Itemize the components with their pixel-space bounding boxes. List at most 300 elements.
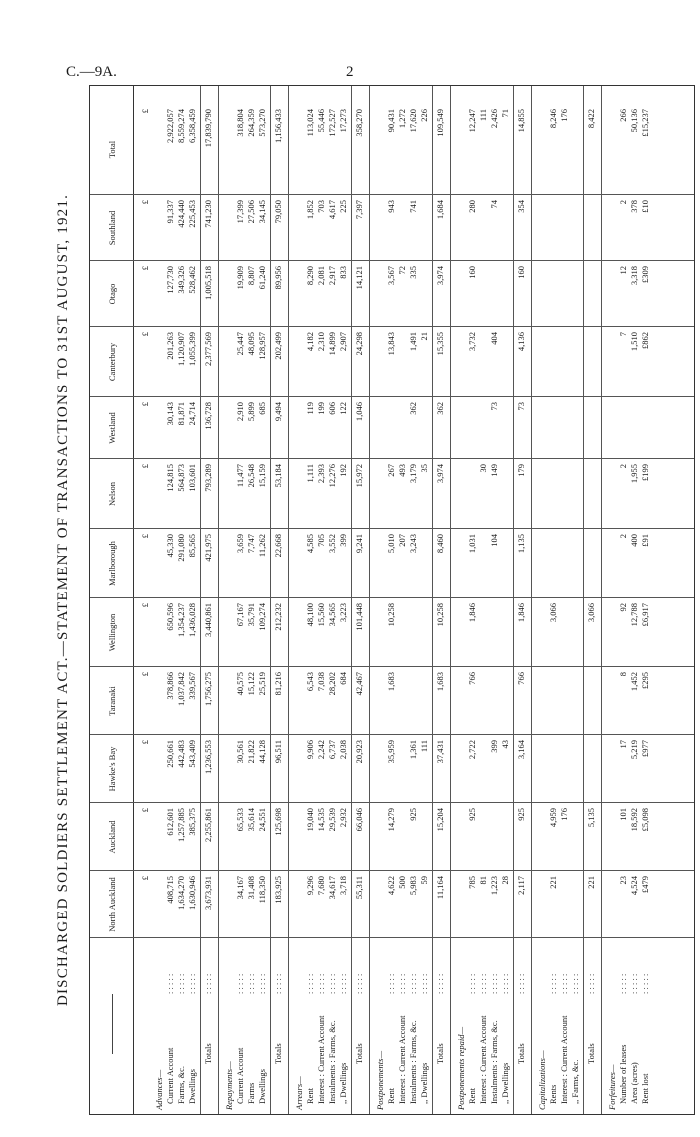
table-row: [305, 86, 316, 1114]
row-label: Capitalizations—: [537, 1050, 547, 1110]
section-rule: [369, 86, 370, 1114]
row-label: Arrears—: [294, 1076, 304, 1110]
table-row: [316, 86, 327, 1114]
table-cell: £91: [640, 534, 650, 547]
row-label: Farms, &c.: [176, 1065, 186, 1104]
table-cell: 1,846: [516, 603, 526, 623]
table-cell: 3,718: [338, 876, 348, 896]
table-cell: 136,728: [203, 402, 213, 430]
table-cell: 7: [618, 332, 628, 337]
table-cell: 45,330: [165, 534, 175, 558]
table-cell: 160: [467, 266, 477, 279]
table-cell: 225,453: [187, 200, 197, 228]
table-cell: 48,100: [305, 603, 315, 627]
table-cell: 55,446: [316, 109, 326, 133]
row-label: Dwellings: [257, 1069, 267, 1104]
table-cell: £479: [640, 876, 650, 893]
table-row: [397, 86, 408, 1114]
table-cell: 65,533: [235, 808, 245, 832]
table-cell: 378: [629, 200, 639, 213]
table-cell: 15,159: [257, 464, 267, 488]
table-cell: 4,585: [305, 534, 315, 554]
table-cell: 3,066: [586, 603, 596, 623]
row-label: Advances—: [154, 1069, 164, 1110]
table-cell: 17,620: [408, 109, 418, 133]
table-row: [548, 86, 559, 1114]
column-header: Canterbury: [106, 342, 117, 382]
table-cell: 354: [516, 200, 526, 213]
table-cell: 40,575: [235, 672, 245, 696]
table-cell: £: [140, 464, 150, 469]
table-cell: 37,431: [435, 740, 445, 764]
table-cell: 22,668: [273, 534, 283, 558]
table-cell: 1,955: [629, 464, 639, 484]
section-heading-row: [154, 86, 165, 1114]
table-cell: £295: [640, 672, 650, 689]
table-cell: 385,375: [187, 808, 197, 836]
table-cell: 2,722: [467, 740, 477, 760]
table-cell: 684: [338, 672, 348, 685]
row-label: Rent: [467, 1087, 477, 1104]
table-cell: £5,098: [640, 808, 650, 832]
row-label: Instalments : Farms, &c.: [327, 1020, 337, 1104]
table-cell: 6,358,459: [187, 109, 197, 143]
table-cell: 34,145: [257, 200, 267, 224]
leader-dots: : : : : :: [500, 973, 510, 994]
table-cell: 6,737: [327, 740, 337, 760]
table-cell: 19,909: [235, 266, 245, 290]
table-cell: 12,788: [629, 603, 639, 627]
table-cell: 35,791: [246, 603, 256, 627]
table-cell: 3,066: [548, 603, 558, 623]
table-row: [419, 86, 430, 1114]
table-cell: 2,117: [516, 876, 526, 895]
section-rule: [351, 86, 352, 1114]
table-cell: £862: [640, 332, 650, 349]
table-cell: 399: [338, 534, 348, 547]
table-cell: 4,182: [305, 332, 315, 352]
table-cell: 5,219: [629, 740, 639, 760]
column-header: Marlborough: [106, 541, 117, 586]
table-cell: 12,276: [327, 464, 337, 488]
table-cell: 90,431: [386, 109, 396, 133]
table-cell: £: [140, 332, 150, 337]
table-row: [338, 86, 349, 1114]
leader-dots: : : : : :: [305, 973, 315, 994]
table-cell: 20,923: [354, 740, 364, 764]
table-cell: 1,156,433: [273, 109, 283, 143]
row-label: Current Account: [165, 1047, 175, 1104]
table-cell: 573,270: [257, 109, 267, 137]
table-row: [176, 86, 187, 1114]
leader-dots: : : : : :: [408, 973, 418, 994]
leader-dots: : : : : :: [187, 973, 197, 994]
table-cell: 8,559,274: [176, 109, 186, 143]
table-row: [629, 86, 640, 1114]
page-number: 2: [346, 64, 354, 80]
table-cell: 1,361: [408, 740, 418, 760]
table-cell: 50,136: [629, 109, 639, 133]
table-cell: 91,337: [165, 200, 175, 224]
table-cell: 67,167: [235, 603, 245, 627]
section-rule: [218, 86, 219, 1114]
table-cell: 2,038: [338, 740, 348, 760]
row-label: Totals: [586, 1043, 596, 1064]
column-header: Otago: [106, 283, 117, 305]
table-cell: 2,907: [338, 332, 348, 352]
table-cell: 34,167: [235, 876, 245, 900]
row-label: Totals: [354, 1043, 364, 1064]
table-cell: £: [140, 672, 150, 677]
column-header: Westland: [106, 412, 117, 444]
table-cell: 31,408: [246, 876, 256, 900]
table-cell: £: [140, 266, 150, 271]
section-heading-row: [224, 86, 235, 1114]
table-cell: 1,111: [305, 464, 315, 483]
table-cell: 111: [419, 740, 429, 753]
row-label: Dwellings: [187, 1069, 197, 1104]
table-cell: 73: [489, 402, 499, 411]
table-cell: 8,422: [586, 109, 596, 129]
leader-dots: : : : : :: [316, 973, 326, 994]
table-cell: 2,932: [338, 808, 348, 828]
table-cell: 408,715: [165, 876, 175, 904]
table-cell: 650,596: [165, 603, 175, 631]
table-cell: 612,601: [165, 808, 175, 836]
table-cell: 8,290: [305, 266, 315, 286]
table-row: [408, 86, 419, 1114]
table-cell: 1,436,028: [187, 603, 197, 637]
table-cell: 11,477: [235, 464, 245, 488]
table-cell: 226: [419, 109, 429, 122]
table-cell: 71: [500, 109, 510, 118]
table-cell: 8,807: [246, 266, 256, 286]
leader-dots: : : : : :: [586, 973, 596, 994]
table-cell: 362: [408, 402, 418, 415]
leader-dots: : : : : :: [419, 973, 429, 994]
table-cell: 179: [516, 464, 526, 477]
table-cell: 34,565: [327, 603, 337, 627]
leader-dots: : : : : :: [176, 973, 186, 994]
table-row: [640, 86, 651, 1114]
table-cell: 122: [338, 402, 348, 415]
table-cell: 6,543: [305, 672, 315, 692]
section-heading-row: [294, 86, 305, 1114]
table-cell: 2,910: [235, 402, 245, 422]
table-cell: 149: [489, 464, 499, 477]
totals-row: [203, 86, 214, 1114]
table-cell: £6,917: [640, 603, 650, 627]
table-cell: 14,855: [516, 109, 526, 133]
table-cell: 74: [489, 200, 499, 209]
table-row: [570, 86, 581, 1114]
table-cell: 14,121: [354, 266, 364, 290]
table-cell: 2,310: [316, 332, 326, 352]
table-cell: 59: [419, 876, 429, 885]
table-cell: 2,426: [489, 109, 499, 129]
table-cell: 103,601: [187, 464, 197, 492]
table-row: [478, 86, 489, 1114]
section-rule: [531, 86, 532, 1114]
row-label: Interest : Current Account: [559, 1015, 569, 1104]
table-cell: 35,959: [386, 740, 396, 764]
rotated-statement: [55, 85, 695, 1115]
table-cell: 378,866: [165, 672, 175, 700]
table-cell: £10: [640, 200, 650, 213]
leader-dots: : : : : :: [548, 973, 558, 994]
table-cell: 1,257,885: [176, 808, 186, 842]
leader-dots: : : : : :: [435, 973, 445, 994]
table-cell: 10,258: [386, 603, 396, 627]
table-cell: 201,263: [165, 332, 175, 360]
table-cell: 1,510: [629, 332, 639, 352]
table-cell: 23: [618, 876, 628, 885]
table-cell: 12: [618, 266, 628, 275]
table-cell: 19,040: [305, 808, 315, 832]
column-header: Nelson: [106, 481, 117, 507]
table-cell: 5,135: [586, 808, 596, 828]
table-cell: 2,922,057: [165, 109, 175, 143]
table-cell: 5,899: [246, 402, 256, 422]
table-row: [140, 86, 151, 1114]
table-cell: 785: [467, 876, 477, 889]
table-cell: 3,179: [408, 464, 418, 484]
table-cell: £: [140, 603, 150, 608]
table-cell: 564,873: [176, 464, 186, 492]
table-cell: 4,136: [516, 332, 526, 352]
table-cell: 766: [516, 672, 526, 685]
table-cell: 442,483: [176, 740, 186, 768]
row-label: Interest : Current Account: [478, 1015, 488, 1104]
section-rule: [288, 86, 289, 1114]
table-row: [559, 86, 570, 1114]
table-cell: 2: [618, 534, 628, 539]
table-cell: 925: [467, 808, 477, 821]
leader-dots: : : : : :: [235, 973, 245, 994]
table-row: [386, 86, 397, 1114]
table-cell: 3,673,931: [203, 876, 213, 910]
table-row: [467, 86, 478, 1114]
table-cell: 3,318: [629, 266, 639, 286]
table-cell: 3,552: [327, 534, 337, 554]
table-cell: 4,524: [629, 876, 639, 896]
table-cell: 199: [316, 402, 326, 415]
table-cell: 3,243: [408, 534, 418, 554]
section-rule: [270, 86, 271, 1114]
column-header: Taranaki: [106, 686, 117, 716]
table-cell: £309: [640, 266, 650, 283]
leader-dots: : : : : :: [246, 973, 256, 994]
table-cell: 15,560: [316, 603, 326, 627]
table-cell: 13,843: [386, 332, 396, 356]
section-rule: [432, 86, 433, 1114]
table-cell: 96,511: [273, 740, 283, 764]
column-header: Southland: [106, 210, 117, 246]
leader-dots: : : : : :: [273, 973, 283, 994]
table-cell: 335: [408, 266, 418, 279]
table-cell: 17,399: [235, 200, 245, 224]
table-cell: £: [140, 200, 150, 205]
table-cell: 35: [419, 464, 429, 473]
table-cell: 362: [435, 402, 445, 415]
leader-dots: : : : : :: [559, 973, 569, 994]
table-cell: 24,551: [257, 808, 267, 832]
table-cell: 1,005,518: [203, 266, 213, 300]
table-cell: 109,274: [257, 603, 267, 631]
table-cell: 4,622: [386, 876, 396, 896]
table-cell: 267: [386, 464, 396, 477]
table-cell: 30,561: [235, 740, 245, 764]
leader-dots: : : : : :: [386, 973, 396, 994]
table-cell: 5,010: [386, 534, 396, 554]
table-cell: 2,393: [316, 464, 326, 484]
table-cell: 8: [618, 672, 628, 677]
table-cell: 28,202: [327, 672, 337, 696]
section-rule: [513, 86, 514, 1114]
table-cell: £: [140, 808, 150, 813]
stub-header-rule: [112, 994, 113, 1054]
table-row: [618, 86, 629, 1114]
table-cell: 221: [548, 876, 558, 889]
table-cell: 685: [257, 402, 267, 415]
column-header-row: [90, 86, 134, 1114]
table-cell: 17,273: [338, 109, 348, 133]
table-cell: 250,661: [165, 740, 175, 768]
table-cell: 26,548: [246, 464, 256, 488]
table-cell: 9,906: [305, 740, 315, 760]
row-label: Rent lost: [640, 1073, 650, 1104]
table-cell: 85,565: [187, 534, 197, 558]
table-cell: £: [140, 534, 150, 539]
table-cell: 109,549: [435, 109, 445, 137]
leader-dots: : : : : :: [467, 973, 477, 994]
row-label: Forfeitures—: [607, 1064, 617, 1110]
table-cell: 793,289: [203, 464, 213, 492]
table-cell: 1,491: [408, 332, 418, 352]
table-cell: 43: [500, 740, 510, 749]
table-cell: 207: [397, 534, 407, 547]
table-cell: 10,258: [435, 603, 445, 627]
leader-dots: : : : : :: [516, 973, 526, 994]
table-cell: 15,355: [435, 332, 445, 356]
table-cell: £: [140, 740, 150, 745]
row-label: Repayments—: [224, 1061, 234, 1110]
table-cell: 15,204: [435, 808, 445, 832]
section-rule: [450, 86, 451, 1114]
table-cell: 543,409: [187, 740, 197, 768]
totals-row: [516, 86, 527, 1114]
table-cell: £: [140, 109, 150, 114]
table-cell: 15,122: [246, 672, 256, 696]
table-cell: 606: [327, 402, 337, 415]
table-cell: 44,128: [257, 740, 267, 764]
table-cell: 741,230: [203, 200, 213, 228]
table-cell: 127,730: [165, 266, 175, 294]
table-cell: 925: [516, 808, 526, 821]
table-cell: 11,164: [435, 876, 445, 900]
table-cell: 42,467: [354, 672, 364, 696]
table-cell: 2,377,569: [203, 332, 213, 366]
table-cell: £199: [640, 464, 650, 481]
table-cell: 128,957: [257, 332, 267, 360]
section-rule: [200, 86, 201, 1114]
table-cell: 1,055,399: [187, 332, 197, 366]
table-cell: 1,120,907: [176, 332, 186, 366]
row-label: Current Account: [235, 1047, 245, 1104]
table-cell: 1,031: [467, 534, 477, 554]
table-cell: 833: [338, 266, 348, 279]
table-cell: 160: [516, 266, 526, 279]
table-cell: 399: [489, 740, 499, 753]
totals-row: [435, 86, 446, 1114]
table-cell: 113,024: [305, 109, 315, 137]
table-cell: 14,535: [316, 808, 326, 832]
table-cell: 25,519: [257, 672, 267, 696]
table-cell: 172,527: [327, 109, 337, 137]
table-cell: 2,917: [327, 266, 337, 286]
table-cell: 3,164: [516, 740, 526, 760]
table-cell: 14,279: [386, 808, 396, 832]
table-cell: 3,732: [467, 332, 477, 352]
leader-dots: : : : : :: [257, 973, 267, 994]
table-cell: 221: [586, 876, 596, 889]
table-cell: 24,714: [187, 402, 197, 426]
column-header: Hawke's Bay: [106, 746, 117, 792]
leader-dots: : : : : :: [640, 973, 650, 994]
table-cell: 79,050: [273, 200, 283, 224]
table-cell: 17: [618, 740, 628, 749]
table-cell: 7,680: [316, 876, 326, 896]
table-title: DISCHARGED SOLDIERS SETTLEMENT ACT.—STATEMENT OF TRANSACTIONS TO 31ST AUGUST, 1921.: [55, 193, 71, 1007]
table-cell: 2,081: [316, 266, 326, 286]
section-heading-row: [375, 86, 386, 1114]
column-header: Wellington: [106, 613, 117, 652]
row-label: Rent: [386, 1087, 396, 1104]
section-rule: [583, 86, 584, 1114]
row-label: Rent: [305, 1087, 315, 1104]
row-label: ,, Farms, &c.: [570, 1059, 580, 1104]
leader-dots: : : : : :: [489, 973, 499, 994]
table-cell: 21,822: [246, 740, 256, 764]
column-header: Auckland: [106, 820, 117, 854]
table-cell: 3,223: [338, 603, 348, 623]
table-cell: 3,659: [235, 534, 245, 554]
table-cell: 81,871: [176, 402, 186, 426]
table-cell: 421,975: [203, 534, 213, 562]
table-cell: £: [140, 402, 150, 407]
table-cell: 1,272: [397, 109, 407, 129]
table-cell: 66,046: [354, 808, 364, 832]
table-cell: 8,460: [435, 534, 445, 554]
table-row: [489, 86, 500, 1114]
table-cell: 1,683: [386, 672, 396, 692]
table-cell: 280: [467, 200, 477, 213]
table-cell: 2: [618, 464, 628, 469]
table-cell: 1,046: [354, 402, 364, 422]
table-cell: 493: [397, 464, 407, 477]
table-cell: 400: [629, 534, 639, 547]
table-cell: 318,804: [235, 109, 245, 137]
table-cell: 349,326: [176, 266, 186, 294]
row-label: Number of leases: [618, 1044, 628, 1104]
table-cell: 3,974: [435, 464, 445, 484]
document-code: C.—9A.: [66, 64, 117, 80]
table-cell: 2,242: [316, 740, 326, 760]
table-cell: 1,452: [629, 672, 639, 692]
table-cell: 1,236,553: [203, 740, 213, 774]
row-label: Interest : Current Account: [397, 1015, 407, 1104]
table-row: [187, 86, 198, 1114]
